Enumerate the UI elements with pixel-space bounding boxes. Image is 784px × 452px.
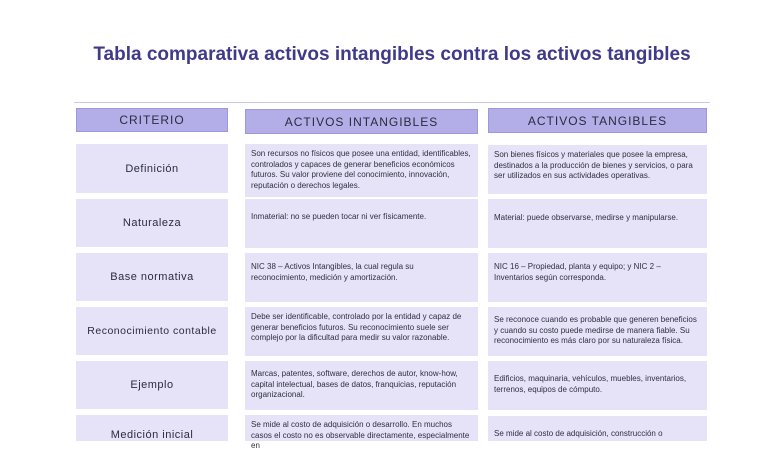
row-criterio: Reconocimiento contable	[76, 307, 228, 355]
header-intangibles: ACTIVOS INTANGIBLES	[245, 109, 478, 134]
row-tangibles: Son bienes físicos y materiales que posee la empresa, destinados a la producción de bienes y servicios, o para ser utilizados en sus actividades operativas.	[488, 145, 707, 194]
row-intangibles: Debe ser identificable, controlado por la entidad y capaz de generar beneficios futuros. Su reconocimiento suele ser complejo por la dificultad para medir su valor razonable.	[245, 307, 478, 356]
title-divider	[74, 102, 710, 103]
row-intangibles: Inmaterial: no se pueden tocar ni ver físicamente.	[245, 199, 478, 248]
row-tangibles: NIC 16 – Propiedad, planta y equipo; y NIC 2 – Inventarios según corresponda.	[488, 253, 707, 302]
row-criterio: Base normativa	[76, 253, 228, 301]
row-intangibles: Se mide al costo de adquisición o desarrollo. En muchos casos el costo no es observable directamente, especialmente en	[245, 415, 478, 441]
row-tangibles: Se mide al costo de adquisición, construcción o	[488, 416, 707, 441]
row-criterio: Ejemplo	[76, 361, 228, 409]
row-tangibles: Material: puede observarse, medirse y manipularse.	[488, 199, 707, 248]
row-intangibles: Son recursos no físicos que posee una entidad, identificables, controlados y capaces de generar beneficios económicos futuros. Su valor proviene del conocimiento, innovación, reputación o derechos legales.	[245, 144, 478, 197]
row-tangibles: Edificios, maquinaria, vehículos, muebles, inventarios, terrenos, equipos de cómputo.	[488, 361, 707, 410]
page-title: Tabla comparativa activos intangibles contra los activos tangibles	[93, 44, 691, 65]
row-intangibles: NIC 38 – Activos Intangibles, la cual regula su reconocimiento, medición y amortización.	[245, 253, 478, 302]
header-tangibles: ACTIVOS TANGIBLES	[488, 108, 707, 133]
header-criterio: CRITERIO	[76, 108, 228, 132]
row-tangibles: Se reconoce cuando es probable que generen beneficios y cuando su costo puede medirse de manera fiable. Su reconocimiento es más claro por su naturaleza física.	[488, 307, 707, 356]
row-criterio: Medición inicial	[76, 415, 228, 441]
row-criterio: Naturaleza	[76, 199, 228, 247]
row-criterio: Definición	[76, 144, 228, 193]
row-intangibles: Marcas, patentes, software, derechos de autor, know-how, capital intelectual, bases de datos, franquicias, reputación organizacional.	[245, 361, 478, 410]
